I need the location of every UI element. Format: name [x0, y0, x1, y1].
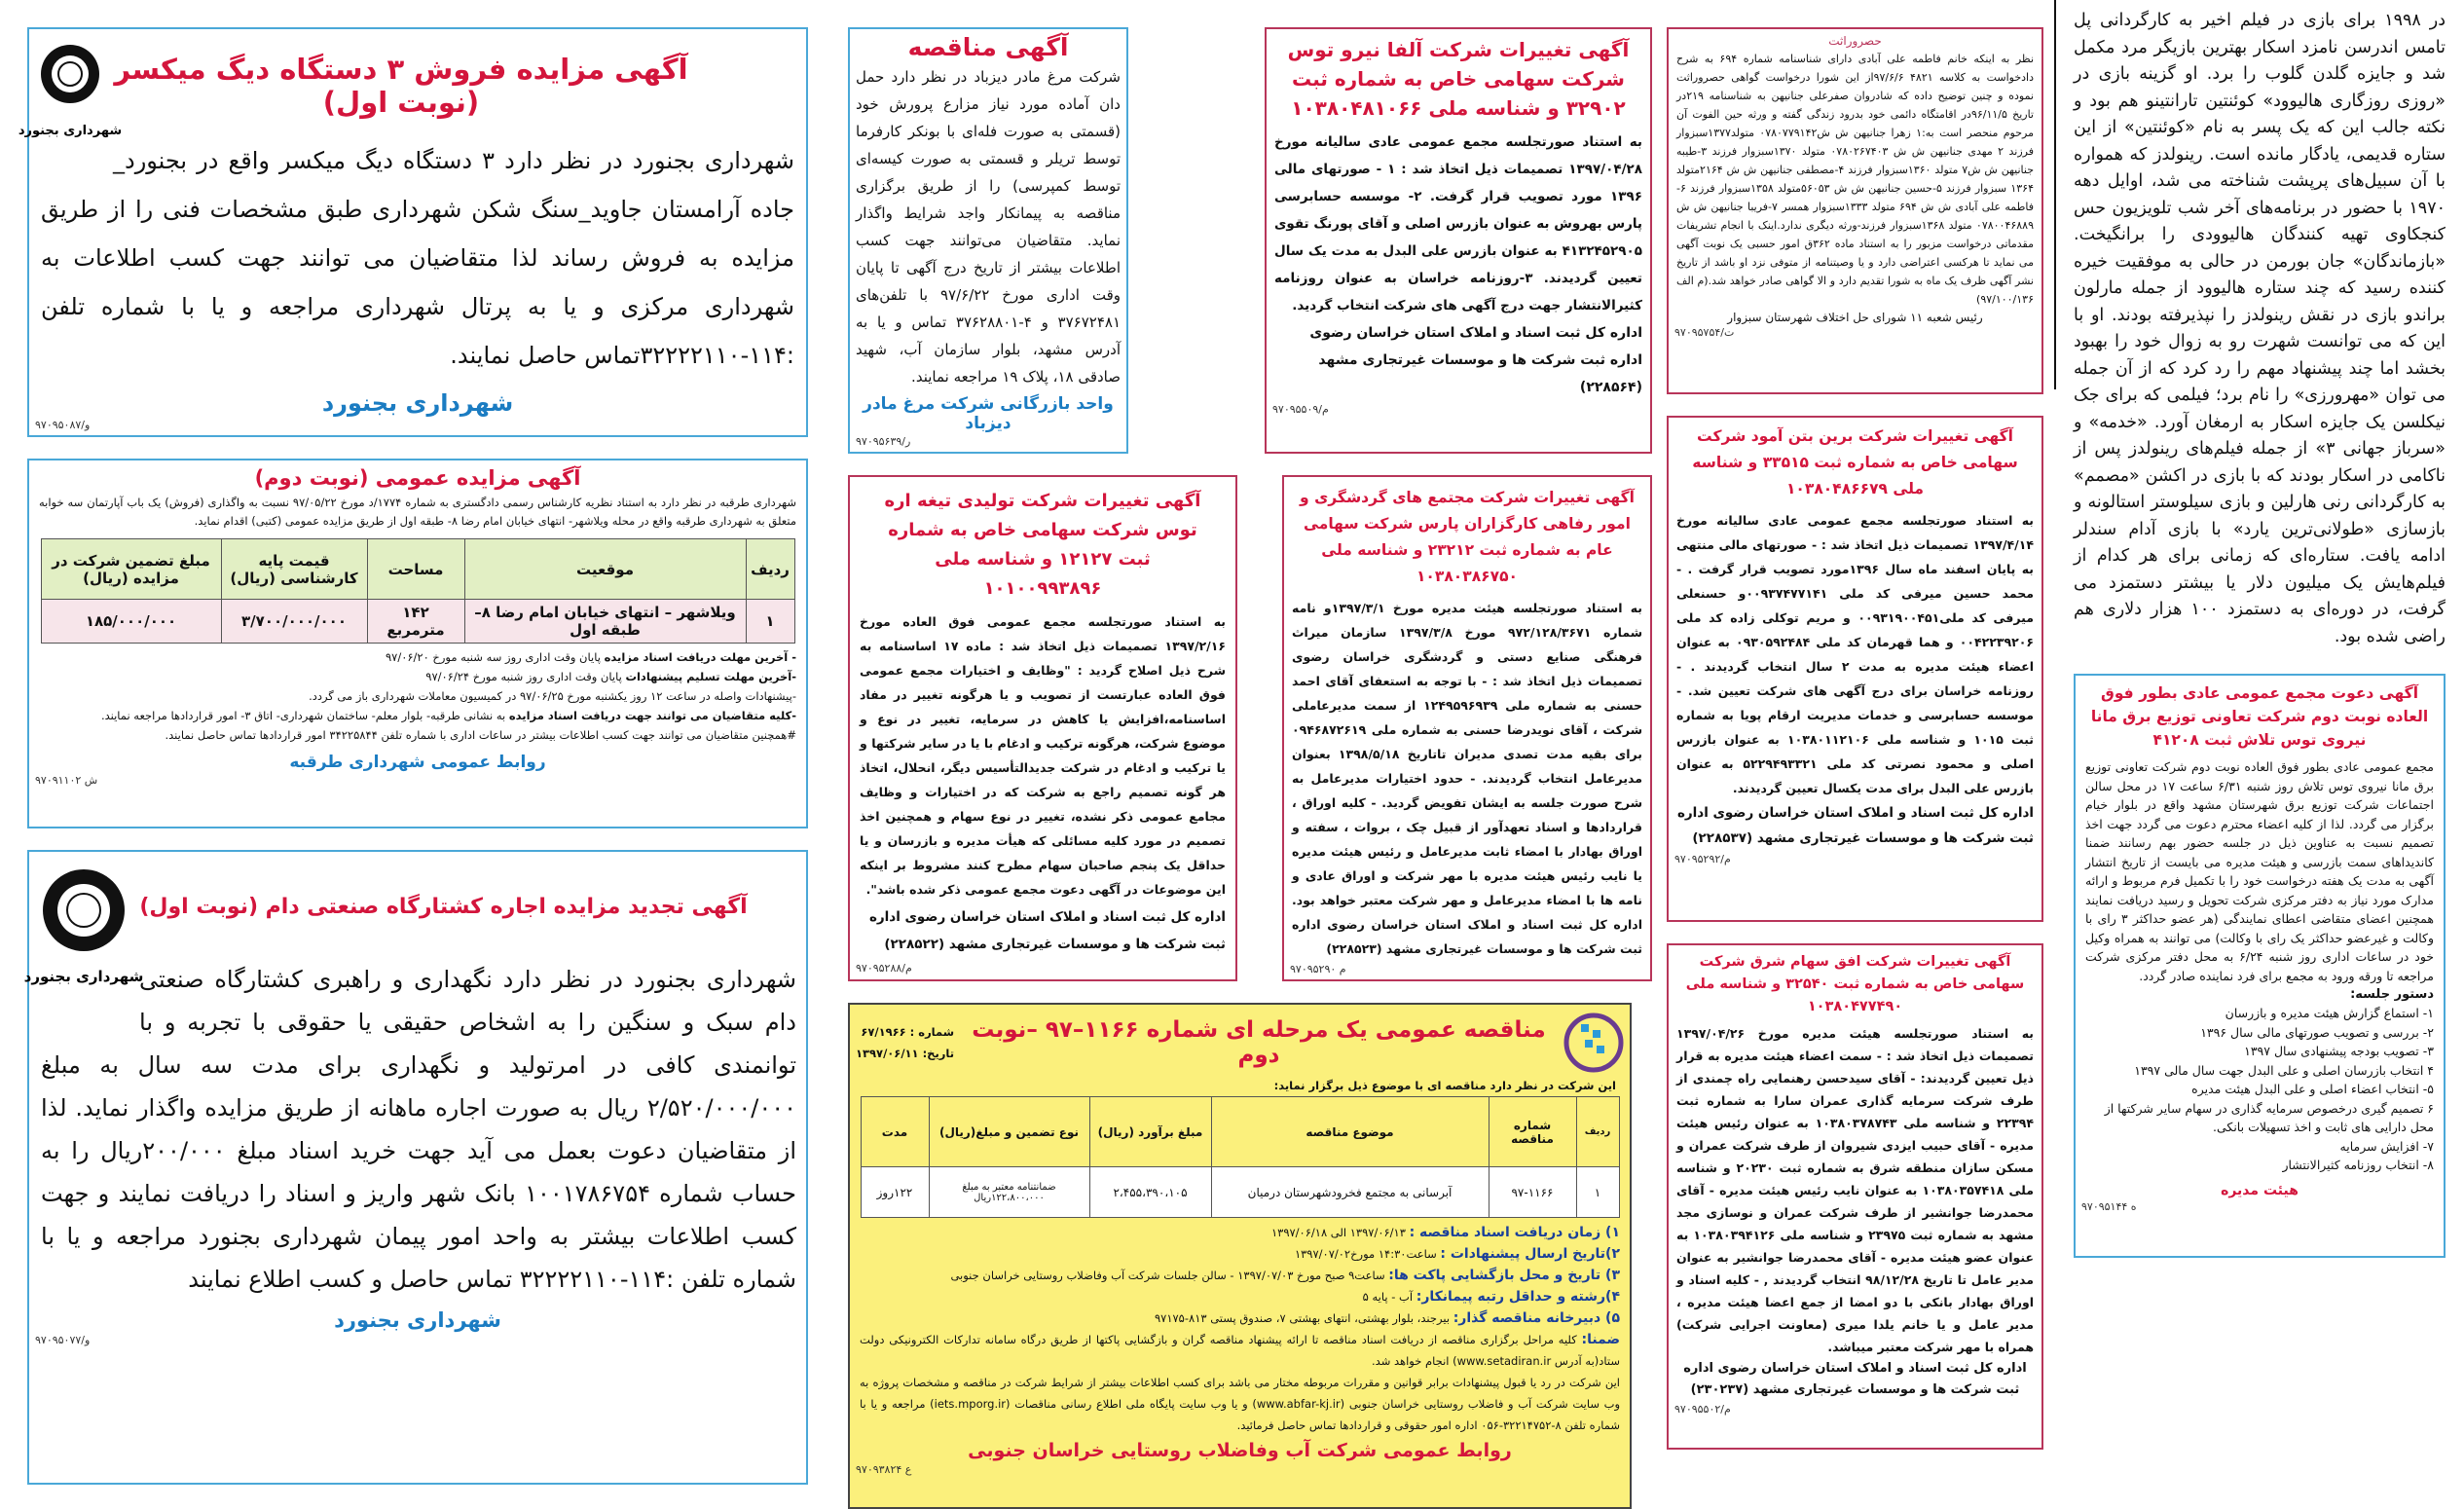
ad-code: ۹۷۰۹۵۵۰۲/م: [1674, 1403, 1731, 1416]
ad-code: ۹۷۰۹۵۱۴۴ ه: [2081, 1199, 2137, 1213]
note-label: -کلیه متقاضیان می توانند جهت دریافت اسناد مزایده: [508, 709, 796, 722]
col-header: موضوع مناقصه: [1211, 1097, 1489, 1167]
ad-inheritance-certificate: [1667, 27, 2043, 394]
ad-title: آگهی تغییرات شرکت آلفا نیرو توس شرکت سهامی خاص به شماره ثبت ۳۲۹۰۲ و شناسه ملی ۱۰۳۸۰۴۸۱۰۶۶: [1287, 38, 1630, 120]
note-text: #همچنین متقاضیان می توانند جهت کسب اطلاعات بیشتر در ساعات اداری با شماره تلفن ۳۴۲۲۵۸۴۴ امور قراردادها تماس حاصل نمایند.: [165, 728, 796, 742]
note: [39, 725, 796, 745]
ad-body: مجمع عمومی عادی بطور فوق العاده نوبت دوم شرکت تعاونی توزیع برق مانا نیروی توس تلاش روز شنبه ۶/۳۱ ساعت ۱۷ در محل سالن اجتماعات شرکت توزیع برق شهرستان مشهد واقع در بلوار خیام برگزار می گردد. لذا از کلیه اعضاء محترم دعوت می گردد جهت اخذ تصمیم نسبت به عناوین ذیل در جلسه حضور بهم رسانند ضمنا کاندیداهای سمت بازرسی و هیئت مدیره می بایست از تاریخ انتشار آگهی به مدت یک هفته درخواست خود را با تکمیل فرم مربوط و ارائه مدارک مورد نیاز به دفتر مرکزی شرکت تحویل و رسید دریافت نمایند همچنین اعضای متقاضی اعطای نمایندگی (هر عضو حداکثر ۳ رای با وکالت و غیرعضو حداکثر یک رای با وکالت) می توانند به همراه وکیل خود در ساعات اداری روز شنبه ۶/۲۴ به محل دفتر مرکزی شرکت مراجعه تا ورقه ورود به مجمع برای فرد نماینده صادر گردد.: [2085, 759, 2434, 983]
agenda-item: ۸- انتخاب روزنامه کثیرالانتشار: [2282, 1158, 2434, 1172]
auction-table: [41, 538, 795, 644]
note-text: پایان وقت اداری روز شنبه مورخ ۹۷/۰۶/۲۴: [425, 670, 626, 683]
ad-title: حصروراثت: [1828, 34, 1882, 48]
tender-table: [861, 1096, 1620, 1218]
abfar-logo: [1563, 1011, 1624, 1075]
tender-item: [860, 1286, 1620, 1307]
column-divider: [2054, 0, 2056, 389]
col-header: نوع تضمین و مبلغ(ریال): [929, 1097, 1089, 1167]
ad-title: آگهی مزایده عمومی (نوبت دوم): [254, 466, 581, 490]
agenda-item: ۷- افزایش سرمایه: [2339, 1138, 2434, 1154]
col-header: مدت: [861, 1097, 929, 1167]
middle-row-center: [848, 475, 1652, 981]
middle-row-top: [848, 27, 1652, 454]
ad-signature: شهرداری بجنورد: [321, 389, 514, 417]
ad-birin-beton-amood: [1667, 416, 2043, 922]
cell: آبرسانی به مجتمع فخرودشهرستان درمیان: [1211, 1167, 1489, 1218]
ad-intro: شهرداری طرقبه در نظر دارد به استناد نظریه کارشناس رسمی دادگستری به شماره ۱۷۷۴/د مورخ ۹۷/۰۵/۲۲ نسبت به واگذاری (فروش) یک باب آپارتمان سه خوابه متعلق به شهرداری طرقبه واقع در محله ویلاشهر- انتهای خیابان امام رضا ۸- طبقه اول از طریق مزایده عمومی (کتبی) اقدام نماید.: [39, 496, 797, 528]
item-label: ۱) زمان دریافت اسناد مناقصه :: [1409, 1225, 1620, 1240]
ad-title: آگهی دعوت مجمع عمومی عادی بطور فوق العاده نوبت دوم شرکت تعاونی توزیع برق مانا نیروی توس تلاش ثبت ۴۱۲۰۸: [2090, 684, 2429, 749]
note-text: کلیه مراحل برگزاری مناقصه از دریافت اسناد مناقصه تا ارائه پیشنهاد مناقصه گران و بازگشایی پاکتها از طریق درگاه سامانه تدارکات الکترونیکی دولت ستاد(به آدرس www.setadiran.ir) انجام خواهد شد.: [860, 1333, 1620, 1368]
tender-item: [860, 1222, 1620, 1243]
ad-code: ۹۷۰۹۵۶۳۹/ر: [856, 435, 911, 448]
agenda-item: ۳- تصویب بودجه پیشنهادی سال ۱۳۹۷: [2244, 1044, 2434, 1058]
ad-signature: روابط عمومی شرکت آب وفاضلاب روستایی خراسان جنوبی: [968, 1440, 1512, 1461]
tender-item: [860, 1243, 1620, 1265]
item-label: ۴)رشته و حداقل رتبه پیمانکار:: [1416, 1289, 1620, 1305]
ad-body: به استناد صورتجلسه هیئت مدیره مورخ ۱۳۹۷/۰۴/۲۶ تصمیمات ذیل اتخاذ شد : - سمت اعضاء هیئت مدیره به قرار ذیل تعیین گردیدند: - آقای سیدحسن رهنمایی راه چمندی از طرف شرکت سرمایه گذاری عمران سارا به شماره ثبت ۲۲۳۹۴ و شناسه ملی ۱۰۳۸۰۳۷۸۷۴۳ به عنوان رئیس هیئت مدیره - آقای حبیب ایزدی شیروان از طرف شرکت عمران و مسکن سازان منطقه شرق به شماره ثبت ۲۰۲۳۰ و شناسه ملی ۱۰۳۸۰۳۵۷۴۱۸ به عنوان نایب رئیس هیئت مدیره - آقای محمدرضا جوانشیر از طرف شرکت عمران و نوسازی مجد مشهد به شماره ثبت ۲۳۹۷۵ و شناسه ملی ۱۰۳۸۰۳۹۴۱۲۶ به عنوان عضو هیئت مدیره - آقای محمدرضا جوانشیر به عنوان مدیر عامل تا تاریخ ۹۸/۱۲/۲۸ انتخاب گردیدند , - کلیه اسناد و اوراق بهادار بانکی با دو امضا از جمع اعضا هیئت مدیره ، مدیر عامل و یا خانم یلدا میری (معاونت اجرایی شرکت) همراه با مهر شرکت معتبر میباشد.: [1676, 1026, 2035, 1354]
item-label: ۵) دبیرخانه مناقصه گذار:: [1453, 1310, 1620, 1326]
ad-tigheh-arreh-toos: [848, 475, 1237, 981]
col-header: ردیف: [746, 539, 794, 600]
svg-text:شهرداری بجنورد: شهرداری بجنورد: [23, 968, 144, 985]
ad-code: ۹۷۰۹۱۱۰۲ ش: [35, 774, 98, 787]
tender-header: [850, 1005, 1630, 1075]
cell: ویلاشهر – انتهای خیابان امام رضا ۸– طبقه اول: [464, 600, 746, 644]
ad-body: به استناد صورتجلسه هیئت مدیره مورخ ۱۳۹۷/۳/۱و نامه شماره ۹۷۲/۱۲۸/۳۶۷۱ مورخ ۱۳۹۷/۳/۸ سازمان میراث فرهنگی صنایع دستی و گردشگری خراسان رضوی تصمیمات ذیل اتخاذ شد : - با توجه به استعفای آقای احمد حسنی به شماره ملی ۱۲۴۹۵۹۶۹۳۹ از سمت مدیرعاملی شرکت ، آقای نویدرضا حسنی به شماره ملی ۰۹۴۶۸۷۲۶۱۹ برای بقیه مدت تصدی مدیران تاتاریخ ۱۳۹۸/۵/۱۸ بعنوان مدیرعامل انتخاب گردیدند. - حدود اختیارات مدیرعامل به شرح صورت جلسه به ایشان تفویض گردید. - کلیه اوراق ، قراردادها و اسناد تعهدآور از قبیل چک ، بروات ، سفته و اوراق بهادار با امضاء ثابت مدیرعامل و رئیس هیئت مدیره یا نایب رئیس هیئت مدیره با مهر شرکت و اوراق عادی و نامه ها با امضاء مدیرعامل و مهر شرکت معتبر خواهد بود. اداره کل ثبت اسناد و املاک استان خراسان رضوی اداره ثبت شرکت ها و موسسات غیرتجاری مشهد (۲۲۸۵۲۳): [1292, 601, 1643, 956]
agenda-title: دستور جلسه:: [2350, 987, 2434, 1002]
ad-torghabeh-auction: [27, 459, 808, 828]
ad-code: ۹۷۰۹۵۰۷۷/و: [35, 1334, 91, 1346]
tender-date: تاریخ: ۱۳۹۷/۰۶/۱۱: [856, 1047, 955, 1060]
item-text: ۱۳۹۷/۰۶/۱۳ الی ۱۳۹۷/۰۶/۱۸: [1270, 1226, 1410, 1239]
ad-signature: هیئت مدیره: [2221, 1182, 2299, 1198]
item-text: ساعت۹ صبح مورخ ۱۳۹۷/۰۷/۰۳ - سالن جلسات شرکت آب وفاضلاب روستایی خراسان جنوبی: [950, 1269, 1389, 1282]
ad-dizbad-tender: [848, 27, 1128, 454]
ad-majtama-gardeshgari: [1282, 475, 1652, 981]
agenda-item: ۶ تصمیم گیری درخصوص سرمایه گذاری در سهام سایر شرکتها از محل دارایی های ثابت و اخذ تسهیلات بانکی.: [2104, 1100, 2434, 1134]
bojnourd-municipality-logo: [23, 860, 144, 996]
ad-bojnourd-mixer-auction: [18, 27, 808, 437]
ad-abfar-tender: [848, 1003, 1632, 1509]
bojnourd-municipality-logo: [18, 37, 123, 154]
article-text: در ۱۹۹۸ برای بازی در فیلم اخیر به کارگردانی پل تامس اندرسن نامزد اسکار بهترین بازیگر مرد مکمل شد و جایزه گلدن گلوب را برد. او گزینه بازی در «روزی روزگاری هالیوود» کوئنتین تارانتینو هم بود و نکته جالب این که یک پسر به نام «کوئنتین» از این ستاره قدیمی، یادگار مانده است. رینولدز که همواره با آن سبیل‌های پرپشت شناخته می شد، اوایل دهه ۱۹۷۰ با حضور در برنامه‌های آخر شب تلویزیون حس کنجکاوی تهیه کنندگان هالیوودی را برانگیخت. «بازماندگان» جان بورمن در حالی به موفقیت خیره کننده رسید که چند ستاره هالیوود از جمله مارلون براندو بازی در نقش رینولدز را نپذیرفته بودند. او با این که می توانست شهرت رو به زوال خود را بهبود بخشد اما چند پیشنهاد مهم را رد کرد که از آن جمله می توان «مهرورزی» را نام برد؛ فیلمی که برای جک نیکلسن یک جایزه اسکار به ارمغان آورد. «خدمه» و «سرباز جهانی ۳» از جمله فیلم‌های رینولدز پس از ناکامی در اسکار بودند که با بازی در اکشن «مصمم» به کارگردانی رنی هارلین و بازی سیلوستر استالونه و بازسازی «طولانی‌ترین یارد» با بازی آدام سندلر ادامه یافت. ستاره‌ای که زمانی برای هر کدام از فیلم‌هایش یک میلیون دلار یا بیشتر دستمزد می گرفت، در دوره‌ای به دستمزد ۱۰۰ هزار دلاری هم راضی شده بود.: [2074, 11, 2446, 646]
ad-signature: رئیس شعبه ۱۱ شورای حل اختلاف شهرستان سبزوار: [1727, 311, 1983, 324]
note: [39, 686, 796, 706]
note-text: پایان وقت اداری روز سه شنبه مورخ ۹۷/۰۶/۲۰: [385, 650, 605, 664]
tender-number: شماره : ۶۷/۱۹۶۶: [861, 1025, 955, 1039]
cell: ۱: [746, 600, 794, 644]
note: [39, 706, 796, 725]
cell: ۱۴۲ مترمربع: [367, 600, 464, 644]
ad-title: مناقصه عمومی یک مرحله ای شماره ۱۱۶۶–۹۷ –نوبت دوم: [972, 1017, 1546, 1068]
note-text: -پیشنهادات واصله در ساعت ۱۲ روز یکشنبه مورخ ۹۷/۰۶/۲۵ در کمیسیون معاملات شهرداری باز می گردد.: [309, 689, 796, 703]
cell: ۱۸۵/۰۰۰/۰۰۰: [41, 600, 221, 644]
ad-code: ۹۷۰۹۵۲۹۲/م: [1674, 853, 1731, 865]
item-label: ۳) تاریخ و محل بازگشایی پاکت ها:: [1388, 1268, 1620, 1283]
cell: ۱: [1576, 1167, 1619, 1218]
col-header: مساحت: [367, 539, 464, 600]
ad-title: آگهی تجدید مزایده اجاره کشتارگاه صنعتی دام (نوبت اول): [139, 895, 748, 919]
agenda-item: ۱- استماع گزارش هیئت مدیره و بازرسان: [2225, 1006, 2434, 1020]
ad-code: ۹۷۰۹۵۵۰۹/م: [1272, 403, 1329, 416]
tender-meta: [856, 1021, 954, 1064]
middle-column: [848, 27, 1652, 1509]
agenda-item: ۵- انتخاب اعضاء اصلی و علی البدل هیئت مدیره: [2191, 1082, 2434, 1096]
ad-footer: اداره کل ثبت اسناد و املاک استان خراسان رضوی اداره ثبت شرکت ها و موسسات غیرتجاری مشهد (۲۳۰۲۳۷): [1683, 1361, 2027, 1397]
item-text: آب - پایه ۵: [1362, 1290, 1416, 1304]
ad-title: آگهی تغییرات شرکت افق سهام شرق شرکت سهامی خاص به شماره ثبت ۳۲۵۴۰ و شناسه ملی ۱۰۳۸۰۴۷۷۴۹۰: [1685, 954, 2025, 1014]
ad-code: ۹۷۰۹۵۷۵۴/ت: [1674, 326, 1735, 339]
agenda-list: [2085, 1004, 2434, 1175]
ad-title: آگهی تغییرات شرکت برین بتن آمود شرکت سهامی خاص به شماره ثبت ۳۳۵۱۵ و شناسه ملی ۱۰۳۸۰۴۸۶۶۷۹: [1692, 427, 2018, 497]
ad-title: آگهی مناقصه: [907, 33, 1069, 61]
col-header: مبلغ برآورد (ریال): [1089, 1097, 1211, 1167]
item-label: ۲)تاریخ ارسال پیشنهادات :: [1440, 1246, 1620, 1262]
tender-closing: این شرکت در رد یا قبول پیشنهادات برابر قوانین و مقررات مربوطه مختار می باشد برای کسب اطلاعات بیشتر از شرایط شرکت در مناقصه و مشخصات پروژه به وب سایت شرکت آب و فاضلاب روستایی خراسان جنوبی (www.abfar-kj.ir) و یا وب سایت پایگاه ملی اطلاع رسانی مناقصات (iets.mporg.ir) مراجعه و یا با شماره تلفن ۸-۳۲۲۱۴۷۵۲-۰۵۶ اداره امور حقوقی و قراردادها تماس حاصل فرمائید.: [860, 1376, 1621, 1432]
ad-code: ۹۷۰۹۳۸۲۴ ع: [856, 1463, 912, 1476]
ad-body: به استناد صورتجلسه مجمع عمومی عادی سالیانه مورخ ۱۳۹۷/۴/۱۴ تصمیمات ذیل اتخاذ شد : - صورتهای مالی منتهی به پایان اسفند ماه سال ۱۳۹۶مورد تصویب قرار گرفت . - محمد حسین میرفی کد ملی ۰۰۹۳۷۴۷۷۱۴۱و حسنعلی میرفی کد ملی۰۰۹۳۱۹۰۰۴۵۱ و مریم توکلی زاده کد ملی ۰۰۴۲۲۳۹۲۰۶ و هما قهرمان کد ملی ۰۹۳۰۵۹۲۴۸۴ به عنوان اعضاء هیئت مدیره به مدت ۲ سال انتخاب گردیدند . - روزنامه خراسان برای درج آگهی های شرکت تعیین شد. - موسسه حسابرسی و خدمات مدیریت ارقام پویا به شماره ثبت ۱۰۱۵ و شناسه ملی ۱۰۳۸۰۱۱۲۱۰۶ به عنوان بازرس اصلی و محمود نصرتی کد ملی ۵۲۲۹۴۹۳۳۲۱ به عنوان بازرس علی البدل برای مدت یکسال تعیین گردیدند.: [1676, 513, 2034, 795]
col-header: شماره مناقصه: [1489, 1097, 1576, 1167]
ad-ofogh-saham-shargh: [1667, 943, 2043, 1450]
ad-footer: اداره کل ثبت اسناد و املاک استان خراسان رضوی اداره ثبت شرکت ها و موسسات غیرتجاری مشهد (۲۲۸۵۳۷): [1676, 805, 2034, 846]
tender-item: [860, 1265, 1620, 1286]
ad-footer: اداره کل ثبت اسناد و املاک استان خراسان رضوی اداره ثبت شرکت ها و موسسات غیرتجاری مشهد (۲۲۸۵۶۴): [1309, 325, 1642, 395]
notes-list: [39, 647, 796, 745]
svg-text:شهرداری بجنورد: شهرداری بجنورد: [18, 124, 123, 138]
tender-note: [860, 1329, 1620, 1372]
ad-body: به استناد صورتجلسه مجمع عمومی عادی سالیانه مورخ ۱۳۹۷/۰۴/۲۸ تصمیمات ذیل اتخاذ شد : ۱ - صورتهای مالی ۱۳۹۶ مورد تصویب قرار گرفت. ۲- موسسه حسابرسی پارس بهروش به عنوان بازرس اصلی و آقای پورنگ تقوی ۴۱۳۲۴۵۲۹۰۵ به عنوان بازرس علی البدل به مدت یک سال تعیین گردیدند. ۳-روزنامه خراسان به عنوان روزنامه کثیرالانتشار جهت درج آگهی های شرکت انتخاب گردید.: [1274, 134, 1642, 313]
note-text: به نشانی طرقبه- بلوار معلم- ساختمان شهرداری- اتاق ۳- امور قراردادها مراجعه نمایند.: [100, 709, 509, 722]
cell: ۳/۷۰۰/۰۰۰/۰۰۰: [221, 600, 367, 644]
ad-code: ۹۷۰۹۵۲۸۸/م: [856, 962, 912, 975]
note: [39, 667, 796, 686]
left-column: [18, 27, 808, 1485]
ad-body: نظر به اینکه خانم فاطمه علی آبادی دارای شناسنامه شماره ۶۹۴ به شرح دادخواست به کلاسه ۴۸۲۱ ۹۷/۶/۶از این شورا درخواست گواهی حصروراثت نموده و چنین توضیح داده که شادروان صفرعلی جنانیهن به شناسنامه ۲۱۹در تاریخ ۹۶/۱۱/۵در اقامتگاه دائمی خود بدرود زندگی گفته و ورثه حین الفوت آن مرحوم منحصر است به:۱ زهرا جنانیهن ش ش۰۷۸۰۷۷۹۱۴۲ متولد۱۳۷۷سبزوار فرزند ۲ مهدی جنانیهن ش ش ۰۷۸۰۲۶۷۴۰۳ متولد ۱۳۷۰سبزوار فرزند ۳-طیبه جنانیهن ش ش۷ متولد ۱۳۶۰سبزوار فرزند ۴-مصطفی جنانیهن ش ش ۲۱۶۴متولد ۱۳۶۴ سبزوار فرزند ۵-حسین جنانیهن ش ش ۵۶۰۵۳متولد ۱۳۵۸سبزوار فرزند ۶-فاطمه علی آبادی ش ش ۶۹۴ متولد ۱۳۳۳سبزوار همسر ۷-فریبا جنانیهن ش ش ۰۷۸۰۰۴۶۸۸۹ متولد ۱۳۶۸سبزوار فرزند-ورثه دیگری ندارد.اینک با انجام تشریفات مقدماتی درخواست مزبور را به استناد ماده ۳۶۲ق امور حسبی یک نوبت آگهی می نماید تا هرکسی اعتراضی دارد و یا وصیتنامه از متوفی نزد او باشد از تاریخ نشر آگهی ظرف یک ماه به شورا تقدیم دارد و الا گواهی صادر خواهد شد.(م الف ۹۷/۱۰۰/۱۳۶): [1676, 53, 2035, 306]
ad-signature: روابط عمومی شهرداری طرقبه: [289, 753, 546, 772]
cell: ۲،۴۵۵،۳۹۰،۱۰۵: [1089, 1167, 1211, 1218]
ad-body: شهرداری بجنورد در نظر دارد نگهداری و راهبری کشتارگاه صنعتی دام سبک و سنگین را به اشخاص حقیقی یا حقوقی با تجربه و با توانمندی کافی در امرتولید و نگهداری برای مدت سه سال به مبلغ ۲/۵۲۰/۰۰۰/۰۰۰ ریال به صورت اجاره ماهانه از طریق مزایده واگذار نماید. لذا از متقاضیان دعوت بعمل می آید جهت خرید اسناد مبلغ ۲۰۰/۰۰۰ریال را به حساب شماره ۱۰۰۱۷۸۶۷۵۴ بانک شهر واریز و اسناد را دریافت نمایند و جهت کسب اطلاعات بیشتر به واحد امور پیمان شهرداری بجنورد مراجعه و یا با شماره تلفن :۱۱۴-۳۲۲۲۲۱۱۰ تماس حاصل و کسب اطلاع نمایند: [41, 966, 797, 1293]
ad-mana-general-assembly: [2074, 674, 2446, 1258]
tender-item: [860, 1307, 1620, 1329]
far-right-column: [2074, 8, 2446, 1258]
ad-bojnourd-slaughterhouse: [23, 850, 808, 1485]
note-label: -آخرین مهلت تسلیم پیشنهادات: [625, 670, 796, 683]
ad-body: شرکت مرغ مادر دیزباد در نظر دارد حمل دان آماده مورد نیاز مزارع پرورش خود (قسمتی به صورت فله‌ای با بونکر کارفرما توسط تریلر و قسمتی به صورت کیسه‌ای توسط کمپرسی) را از طریق برگزاری مناقصه به پیمانکار واجد شرایط واگذار نماید. متقاضیان می‌توانند جهت کسب اطلاعات بیشتر از تاریخ درج آگهی تا پایان وقت اداری مورخ ۹۷/۶/۲۲ با تلفن‌های ۳۷۶۷۲۴۸۱ و ۴-۳۷۶۲۸۸۰۱ تماس و یا به آدرس مشهد، بلوار سازمان آب، شهید صادقی ۱۸، پلاک ۱۹ مراجعه نمایند.: [856, 68, 1121, 386]
ad-code: ۹۷۰۹۵۲۹۰ م: [1290, 963, 1346, 975]
cell: ضمانتنامه معتبر به مبلغ ۱۲۲،۸۰۰،۰۰۰ریال: [929, 1167, 1089, 1218]
note-label: - آخرین مهلت دریافت اسناد مزایده: [604, 650, 796, 664]
agenda-item: ۴ انتخاب بازرسان اصلی و علی البدل جهت سال مالی ۱۳۹۷: [2134, 1062, 2434, 1078]
ad-code: ۹۷۰۹۵۰۸۷/و: [35, 419, 91, 431]
table-row: [861, 1167, 1619, 1218]
ad-alfa-niroo-toos: [1265, 27, 1652, 454]
col-header: قیمت پایه کارشناسی (ریال): [221, 539, 367, 600]
ad-title: آگهی مزایده فروش ۳ دستگاه دیگ میکسر (نوبت اول): [114, 53, 688, 119]
ad-body: شهرداری بجنورد در نظر دارد ۳ دستگاه دیگ میکسر واقع در بجنورد_ جاده آرامستان جاوید_سنگ شکن شهرداری طبق مشخصات فنی را از طریق مزایده به فروش رساند لذا متقاضیان می توانند جهت کسب اطلاعات به شهرداری مرکزی و یا به پرتال شهرداری مراجعه و یا با شماره تلفن :۱۱۴-۳۲۲۲۲۱۱۰تماس حاصل نمایند.: [41, 147, 794, 369]
ad-intro: این شرکت در نظر دارد مناقصه ای با موضوع ذیل برگزار نماید:: [1273, 1079, 1616, 1092]
ad-signature: واحد بازرگانی شرکت مرغ مادر دیزباد: [863, 394, 1114, 433]
cell: ۱۲۲روز: [861, 1167, 929, 1218]
ad-signature: شهرداری بجنورد: [334, 1308, 501, 1332]
notices-column: [1667, 27, 2043, 1450]
note: [39, 647, 796, 667]
item-text: ساعت۱۴:۳۰ مورخ۱۳۹۷/۰۷/۰۲: [1294, 1247, 1441, 1261]
ad-footer: اداره کل ثبت اسناد و املاک استان خراسان رضوی اداره ثبت شرکت ها و موسسات غیرتجاری مشهد (۲۲۸۵۲۲): [868, 909, 1226, 952]
item-text: بیرجند، بلوار بهشتی، انتهای بهشتی ۷، صندوق پستی ۸۱۳-۹۷۱۷۵: [1154, 1311, 1453, 1325]
note-label: ضمنا:: [1581, 1332, 1620, 1347]
col-header: موقعیت: [464, 539, 746, 600]
col-header: مبلغ تضمین شرکت در مزایده (ریال): [41, 539, 221, 600]
ad-title: آگهی تغییرات شرکت مجتمع های گردشگری و امور رفاهی کارگزاران پارس شرکت سهامی عام به شماره ثبت ۲۳۲۱۲ و شناسه ملی ۱۰۳۸۰۳۸۶۷۵۰: [1300, 489, 1635, 585]
ad-title: آگهی تغییرات شرکت تولیدی تیغه اره توس شرکت سهامی خاص به شماره ثبت ۱۲۱۲۷ و شناسه ملی ۱۰۱۰۰۹۹۳۸۹۶: [884, 491, 1201, 599]
table-row: [41, 600, 794, 644]
ad-body: به استناد صورتجلسه مجمع عمومی فوق العاده مورخ ۱۳۹۷/۲/۱۶ تصمیمات ذیل اتخاذ شد : ماده ۱۷ اساسنامه به شرح ذیل اصلاح گردید : "وظایف و اختیارات مجمع عمومی فوق العاده عبارتست از تصویب و یا هرگونه تغییر در مفاد اساسنامه،افزایش یا کاهش در سرمایه، تغییر در نوع و موضوع شرکت، هرگونه ترکیب و ادغام با یا در سایر شرکتها و یا ترکیب و ادغام در شرکت جدیدالتأسیس دیگر، انحلال، اتخاذ هر گونه تصمیم راجع به شرکت که در اختیارات و وظایف مجامع عمومی ذکر نشده، تغییر در نوع سهام و همچنین اخذ تصمیم در مورد کلیه مسائلی که هیأت مدیره و بازرسان و یا حداقل یک پنجم صاحبان سهام مطرح کنند مشروط بر اینکه این موضوعات در آگهی دعوت مجمع عمومی ذکر شده باشد".: [860, 614, 1226, 897]
cell: ۹۷-۱۱۶۶: [1489, 1167, 1576, 1218]
agenda-item: ۲- بررسی و تصویب صورتهای مالی سال ۱۳۹۶: [2200, 1024, 2434, 1040]
tender-items: [860, 1222, 1620, 1436]
col-header: ردیف: [1576, 1097, 1619, 1167]
